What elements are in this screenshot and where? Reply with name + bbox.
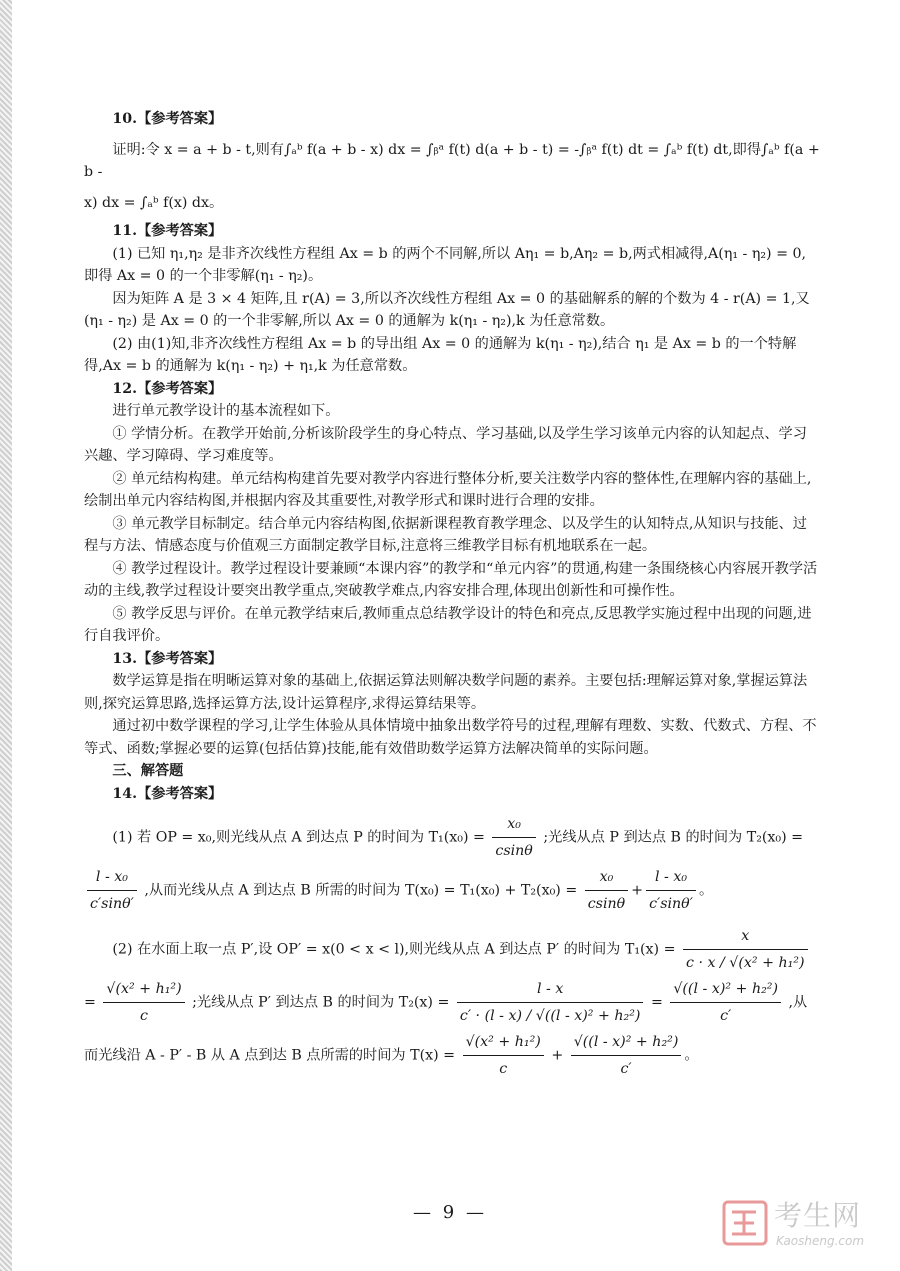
q14-part2-text-f: B 从 A 点到达 B 点所需的时间为 T(x) =: [195, 1047, 456, 1064]
q14-part1: (1) 若 OP = x₀,则光线从点 A 到达点 P 的时间为 T₁(x₀) = $\frac{\text{x₀}}{csin\theta}$ ;光线从点 P 到达点 B 的时间为 T₂(x₀) = $\frac{\text{l - x₀}}{c'\sin\theta'}$ ,从而光线从点 A 到达点 B 所需的时间为 T(x₀) = T₁(x₀) + T₂(x₀) = $\frac{\text{x₀}}{csin\theta}$ + $\frac{\text{l - x₀}}{c'\sin\theta'}$ 。: [84, 811, 820, 917]
q11-part2: (2) 由(1)知,非齐次线性方程组 Ax = b 的导出组 Ax = 0 的通解为 k(η₁ - η₂),结合 η₁ 是 Ax = b 的一个特解得,Ax = b 的通解为 k(η₁ - η₂) + η₁,k 为任意常数。: [84, 335, 797, 374]
fraction-tx-sum-2-den: c′: [620, 1061, 632, 1077]
fraction-t2: [87, 864, 137, 917]
fraction-t2x-simplified-num: √((l - x)² + h₂²): [670, 976, 781, 1003]
fraction-t1x-simplified: [103, 976, 184, 1029]
fraction-t-sum-2-den: c′sinθ′: [649, 896, 693, 912]
watermark-site-name: 考生网: [774, 1199, 862, 1232]
kaosheng-watermark: [722, 1196, 892, 1258]
q10-title: 10.【参考答案】: [112, 111, 223, 127]
q10-proof-line1: 证明:令 x = a + b - t,则有∫ₐᵇ f(a + b - x) dx = ∫ᵦᵃ f(t) d(a + b - t) = -∫ᵦᵃ f(t) dt = ∫ₐᵇ f(t) dt,即得∫ₐᵇ f(a + b -: [84, 141, 820, 180]
q14-part2-eq-1: =: [84, 994, 96, 1011]
q13-title: 13.【参考答案】: [112, 650, 223, 667]
fraction-t2-den: c′sinθ′: [90, 896, 134, 912]
fraction-t1x-simplified-num: √(x² + h₁²): [103, 976, 184, 1003]
fraction-t-sum-1-den: csinθ: [587, 896, 626, 912]
section-3-heading: 三、解答题: [112, 763, 184, 779]
q14-title: 14.【参考答案】: [112, 785, 223, 802]
q12-item-5: ⑤ 教学反思与评价。在单元教学结束后,教师重点总结教学设计的特色和亮点,反思教学实施过程中出现的问题,进行自我评价。: [84, 605, 812, 644]
fraction-t1-den: csinθ: [495, 843, 533, 859]
q11-part1-rank: 因为矩阵 A 是 3 × 4 矩阵,且 r(A) = 3,所以齐次线性方程组 Ax = 0 的基础解系的解的个数为 4 - r(A) = 1,又(η₁ - η₂) 是 Ax = 0 的一个非零解,所以 Ax = 0 的通解为 k(η₁ - η₂),k 为任意常数。: [84, 290, 810, 329]
q12-item-1: ① 学情分析。在教学开始前,分析该阶段学生的身心特点、学习基础,以及学生学习该单元内容的认知起点、学习兴趣、学习障碍、学习难度等。: [84, 425, 807, 464]
q13-para-1: 数学运算是指在明晰运算对象的基础上,依据运算法则解决数学问题的素养。主要包括:理解运算对象,掌握运算法则,探究运算思路,选择运算方法,设计运算程序,求得运算结果等。: [84, 673, 808, 712]
q12-title: 12.【参考答案】: [112, 380, 223, 397]
q12-item-2: ② 单元结构构建。单元结构构建首先要对教学内容进行整体分析,要关注数学内容的整体性,在理解内容的基础上,绘制出单元内容结构图,并根据内容及其重要性,对教学形式和课时进行合理的安排。: [84, 470, 812, 509]
fraction-t1x-den: c · x / √(x² + h₁²): [686, 955, 805, 971]
fraction-t1x-simplified-den: c: [140, 1008, 148, 1024]
fraction-t1x-num: x: [683, 923, 808, 950]
fraction-t-sum-1-num: x₀: [585, 864, 628, 891]
fraction-tx-sum-1: [463, 1029, 544, 1082]
q12-intro: 进行单元教学设计的基本流程如下。: [112, 403, 340, 419]
page-number: — 9 —: [413, 1202, 487, 1223]
q14-part2-eq-2: =: [650, 994, 663, 1011]
fraction-t2x-den: c′ · (l - x) / √((l - x)² + h₂²): [459, 1008, 641, 1024]
scan-binding-edge: [0, 0, 12, 1271]
q14-part2-text-a: (2) 在水面上取一点 P′,设 OP′ = x(0 < x < l),则光线从点 A 到达点 P′ 的时间为 T₁(x) =: [112, 941, 676, 958]
fraction-tx-sum-2-num: √((l - x)² + h₂²): [571, 1029, 682, 1056]
q14-part2-text-c: ;光线从点 P′ 到达点 B 的时间为 T₂(x) =: [192, 994, 450, 1011]
fraction-tx-sum-1-den: c: [499, 1061, 508, 1077]
q14-part2: [84, 923, 820, 1082]
fraction-t-sum-1: [585, 864, 628, 917]
fraction-t1: [492, 811, 535, 864]
fraction-t-sum-2-num: l - x₀: [646, 864, 696, 891]
q11-title: 11.【参考答案】: [112, 223, 223, 239]
fraction-t2x-simplified-den: c′: [720, 1008, 732, 1024]
q14-part2-plus: +: [551, 1047, 564, 1064]
q13-para-2: 通过初中数学课程的学习,让学生体验从具体情境中抽象出数学符号的过程,理解有理数、实数、代数式、方程、不等式、函数;掌握必要的运算(包括估算)技能,能有效借助数学运算方法解决简单的实际问题。: [84, 718, 817, 757]
q14-part2-text-e: ,从而光线沿 A - P′ -: [84, 994, 808, 1064]
q14-part1-end: 。: [698, 882, 714, 899]
watermark-url: Kaosheng.com: [776, 1234, 865, 1248]
fraction-t1x: [683, 923, 808, 976]
q10-proof-line2: x) dx = ∫ₐᵇ f(x) dx。: [84, 194, 224, 211]
q14-part1-text-b: ;光线从点 P 到达点 B 的时间为 T₂(x₀) =: [543, 829, 804, 846]
fraction-tx-sum-2: [571, 1029, 682, 1082]
fraction-t2x-simplified: [670, 976, 781, 1029]
q14-part1-text-c: ,从而光线从点 A 到达点 B 所需的时间为 T(x₀) = T₁(x₀) + T₂(x₀) =: [144, 882, 578, 899]
fraction-t2x-num: l - x: [457, 976, 644, 1003]
q12-item-3: ③ 单元教学目标制定。结合单元内容结构图,依据新课程教育教学理念、以及学生的认知特点,从知识与技能、过程与方法、情感态度与价值观三方面制定教学目标,注意将三维教学目标有机地联系在一起。: [84, 515, 807, 554]
kaosheng-logo-icon: [722, 1200, 768, 1246]
q14-part1-text-a: (1) 若 OP = x₀,则光线从点 A 到达点 P 的时间为 T₁(x₀) =: [112, 829, 485, 846]
fraction-t1-num: x₀: [492, 811, 535, 838]
fraction-tx-sum-1-num: √(x² + h₁²): [463, 1029, 544, 1056]
fraction-t2-num: l - x₀: [87, 864, 137, 891]
fraction-t2x: [457, 976, 644, 1029]
q11-part1: (1) 已知 η₁,η₂ 是非齐次线性方程组 Ax = b 的两个不同解,所以 Aη₁ = b,Aη₂ = b,两式相减得,A(η₁ - η₂) = 0,即得 Ax = 0 的一个非零解(η₁ - η₂)。: [84, 245, 807, 284]
q12-item-4: ④ 教学过程设计。教学过程设计要兼顾“本课内容”的教学和“单元内容”的贯通,构建一条围绕核心内容展开教学活动的主线,教学过程设计要突出教学重点,突破教学难点,内容安排合理,体现出创新性和可操作性。: [84, 560, 818, 599]
document-page: [84, 108, 820, 1088]
fraction-t-sum-2: [646, 864, 696, 917]
q14-part2-end: 。: [684, 1047, 699, 1064]
